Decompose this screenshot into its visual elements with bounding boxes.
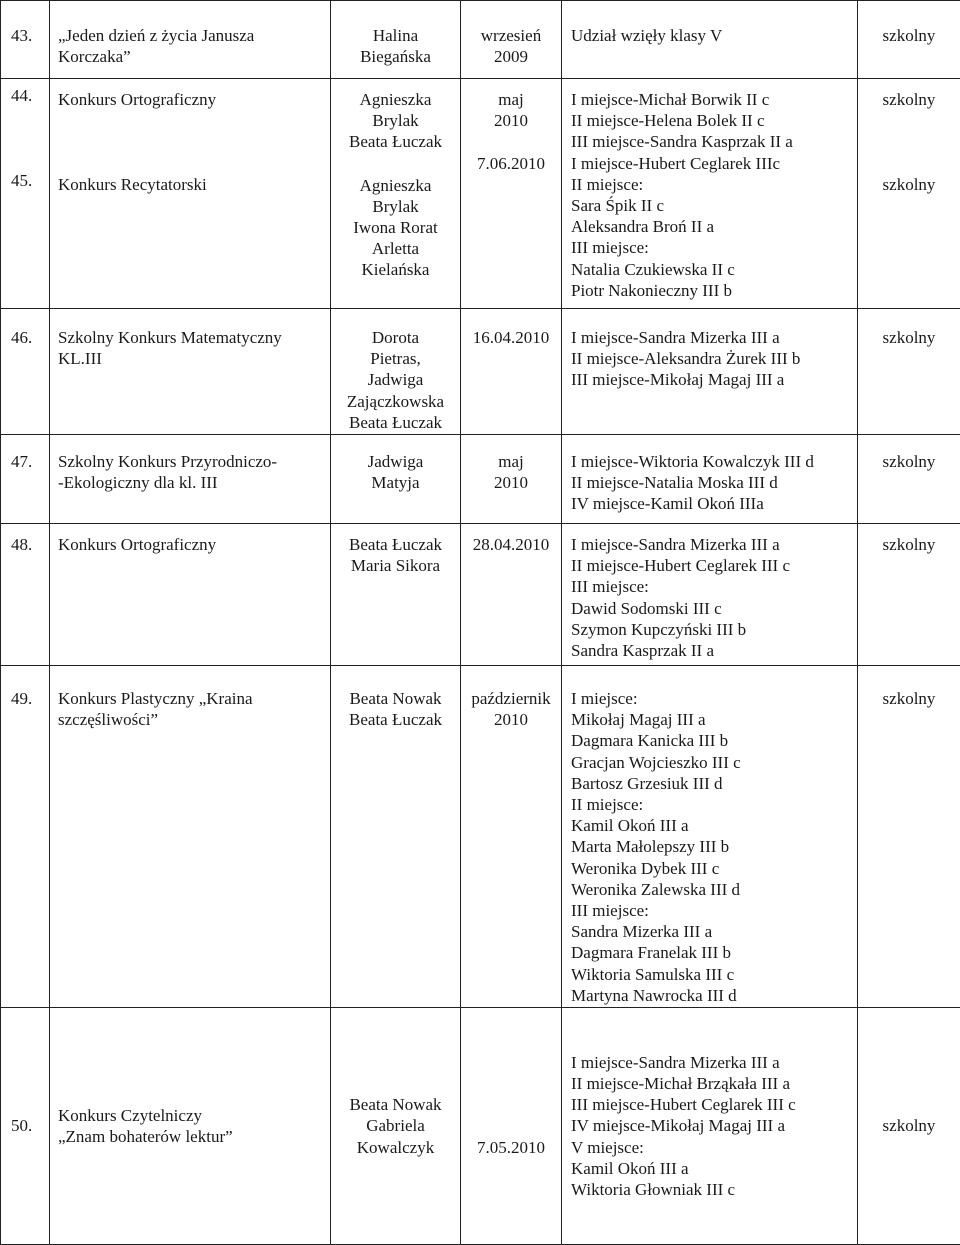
level-cell: szkolny — [858, 309, 960, 435]
table-row — [1, 309, 960, 435]
table-row — [1, 79, 960, 309]
contest-name: „Jeden dzień z życia Janusza Korczaka” — [50, 1, 331, 79]
row-number: 43. — [1, 1, 50, 79]
table-row — [1, 1, 960, 79]
teachers-cell: Beata Łuczak Maria Sikora — [331, 524, 461, 666]
teachers-cell: Beata Nowak Beata Łuczak — [331, 666, 461, 1008]
row-number: 47. — [1, 435, 50, 524]
contest-name: Konkurs Plastyczny „Kraina szczęśliwości” — [50, 666, 331, 1008]
results-cell: I miejsce-Michał Borwik II c II miejsce-Helena Bolek II c III miejsce-Sandra Kasprzak II a I miejsce-Hubert Ceglarek IIIc II miejsce: Sara Śpik II c Aleksandra Broń II a III miejsce: Natalia Czukiewska II c Piotr Nakonieczny III b — [562, 79, 858, 309]
contest-name: Konkurs Czytelniczy „Znam bohaterów lektur” — [50, 1008, 331, 1245]
results-cell: I miejsce-Sandra Mizerka III a II miejsce-Hubert Ceglarek III c III miejsce: Dawid Sodomski III c Szymon Kupczyński III b Sandra Kasprzak II a — [562, 524, 858, 666]
row-number: 44. 45. — [1, 79, 50, 309]
contest-name: Konkurs Ortograficzny Konkurs Recytatorski — [50, 79, 331, 309]
date-cell: wrzesień 2009 — [461, 1, 562, 79]
teachers-cell: Jadwiga Matyja — [331, 435, 461, 524]
row-number: 49. — [1, 666, 50, 1008]
teachers-cell: Beata Nowak Gabriela Kowalczyk — [331, 1008, 461, 1245]
date-cell: maj 2010 7.06.2010 — [461, 79, 562, 309]
date-cell: 16.04.2010 — [461, 309, 562, 435]
row-number: 46. — [1, 309, 50, 435]
level-cell: szkolny — [858, 435, 960, 524]
date-cell: maj 2010 — [461, 435, 562, 524]
contest-name: Szkolny Konkurs Matematyczny KL.III — [50, 309, 331, 435]
teachers-cell: Agnieszka Brylak Beata Łuczak Agnieszka Brylak Iwona Rorat Arletta Kielańska — [331, 79, 461, 309]
table-row — [1, 524, 960, 666]
row-number: 48. — [1, 524, 50, 666]
level-cell: szkolny — [858, 1, 960, 79]
table-row — [1, 435, 960, 524]
level-cell: szkolny — [858, 666, 960, 1008]
contest-name: Konkurs Ortograficzny — [50, 524, 331, 666]
results-cell: I miejsce-Sandra Mizerka III a II miejsce-Michał Brząkała III a III miejsce-Hubert Ceglarek III c IV miejsce-Mikołaj Magaj III a V miejsce: Kamil Okoń III a Wiktoria Głowniak III c — [562, 1008, 858, 1245]
date-cell: 28.04.2010 — [461, 524, 562, 666]
results-cell: I miejsce: Mikołaj Magaj III a Dagmara Kanicka III b Gracjan Wojcieszko III c Bartosz Grzesiuk III d II miejsce: Kamil Okoń III a Marta Małolepszy III b Weronika Dybek III c Weronika Zalewska III d III miejsce: Sandra Mizerka III a Dagmara Franelak III b Wiktoria Samulska III c Martyna Nawrocka III d — [562, 666, 858, 1008]
date-cell: 7.05.2010 — [461, 1008, 562, 1245]
teachers-cell: Dorota Pietras, Jadwiga Zajączkowska Beata Łuczak — [331, 309, 461, 435]
level-cell: szkolny szkolny — [858, 79, 960, 309]
table-row — [1, 666, 960, 1008]
results-cell: Udział wzięły klasy V — [562, 1, 858, 79]
level-cell: szkolny — [858, 524, 960, 666]
level-cell: szkolny — [858, 1008, 960, 1245]
contest-name: Szkolny Konkurs Przyrodniczo- -Ekologiczny dla kl. III — [50, 435, 331, 524]
row-number: 50. — [1, 1008, 50, 1245]
date-cell: październik 2010 — [461, 666, 562, 1008]
table-row — [1, 1008, 960, 1245]
results-cell: I miejsce-Wiktoria Kowalczyk III d II miejsce-Natalia Moska III d IV miejsce-Kamil Okoń IIIa — [562, 435, 858, 524]
teachers-cell: Halina Biegańska — [331, 1, 461, 79]
results-cell: I miejsce-Sandra Mizerka III a II miejsce-Aleksandra Żurek III b III miejsce-Mikołaj Magaj III a — [562, 309, 858, 435]
